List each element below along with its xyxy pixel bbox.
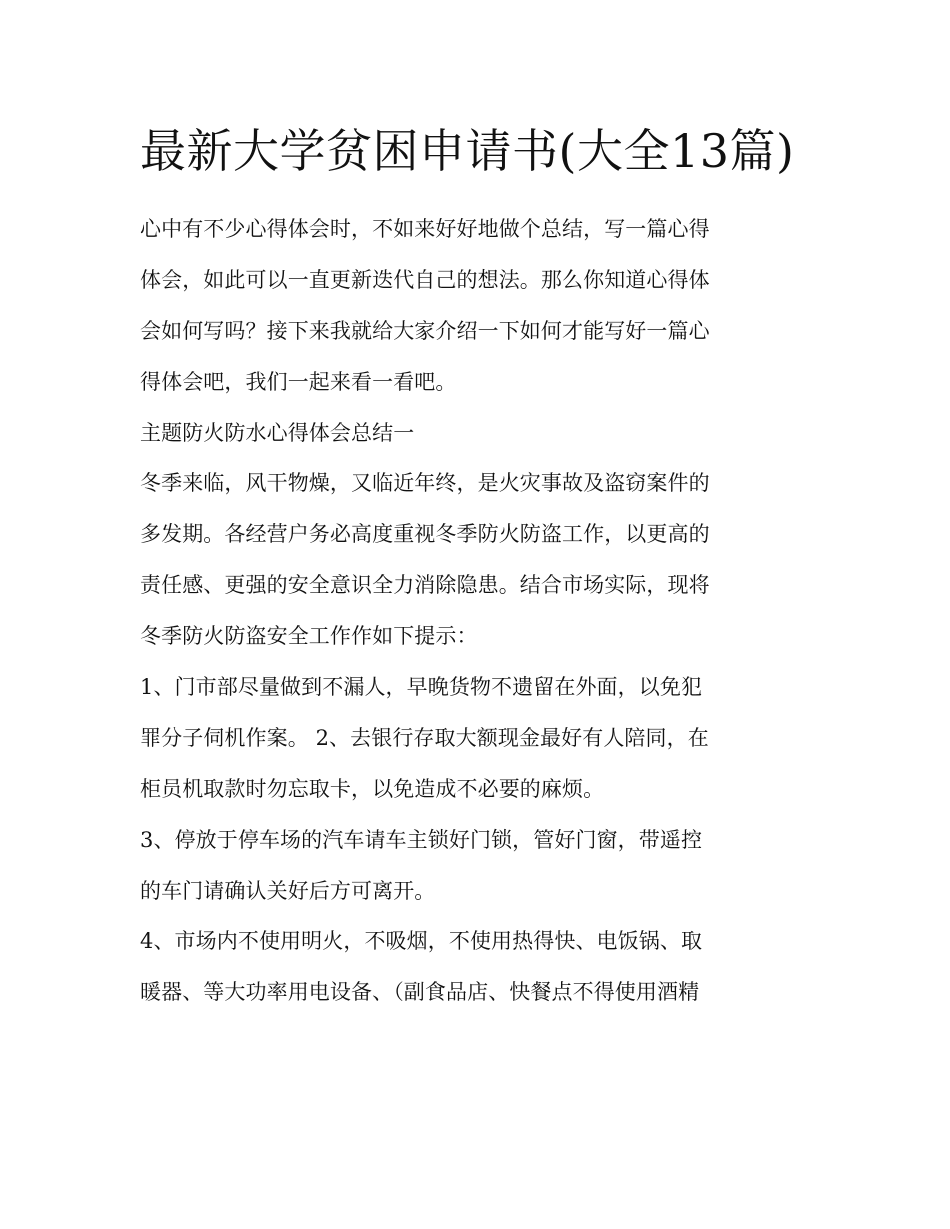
list-item-line: 1、门市部尽量做到不漏人，早晚货物不遗留在外面，以免犯: [140, 675, 703, 700]
body-line: 冬季来临，风干物燥，又临近年终，是火灾事故及盗窃案件的: [140, 471, 710, 496]
document-body: [140, 204, 812, 1018]
body-line: 冬季防火防盗安全工作作如下提示：: [140, 624, 478, 649]
body-line: 责任感、更强的安全意识全力消除隐患。结合市场实际，现将: [140, 573, 710, 598]
list-item-line: 暖器、等大功率用电设备、（副食品店、快餐点不得使用酒精: [140, 980, 700, 1005]
document-title: 最新大学贫困申请书(大全13篇): [140, 124, 795, 178]
document-page: [140, 112, 812, 1018]
section-heading: 主题防火防水心得体会总结一: [140, 420, 415, 445]
list-item-line: 4、市场内不使用明火，不吸烟，不使用热得快、电饭锅、取: [140, 929, 703, 954]
body-line: 体会，如此可以一直更新迭代自己的想法。那么你知道心得体: [140, 267, 710, 292]
body-line: 心中有不少心得体会时，不如来好好地做个总结，写一篇心得: [140, 217, 710, 241]
list-item-line: 的车门请确认关好后方可离开。: [140, 878, 436, 903]
body-line: 得体会吧，我们一起来看一看吧。: [140, 369, 457, 394]
body-line: 多发期。各经营户务必高度重视冬季防火防盗工作，以更高的: [140, 522, 710, 547]
list-item-line: 3、停放于停车场的汽车请车主锁好门锁，管好门窗，带遥控: [140, 827, 703, 852]
body-line: 会如何写吗？接下来我就给大家介绍一下如何才能写好一篇心: [140, 318, 710, 343]
list-item-line: 罪分子伺机作案。 2、去银行存取大额现金最好有人陪同，在: [140, 725, 709, 750]
list-item-line: 柜员机取款时勿忘取卡，以免造成不必要的麻烦。: [140, 776, 605, 801]
